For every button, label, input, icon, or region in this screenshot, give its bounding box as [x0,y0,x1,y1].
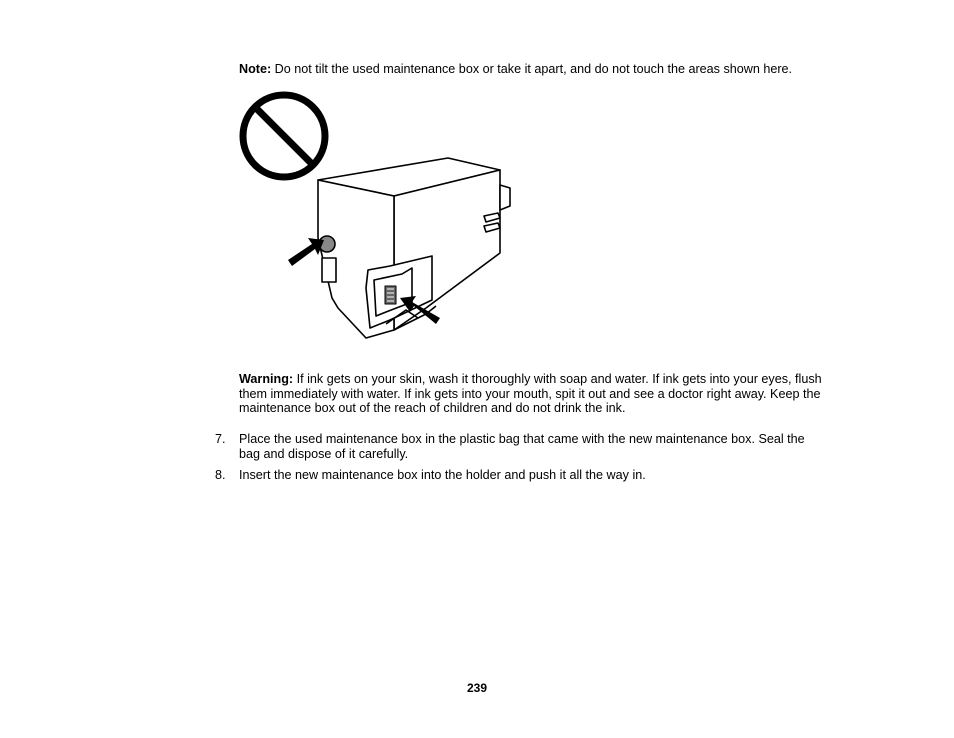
warning-label: Warning: [239,372,294,386]
step-number: 8. [215,468,226,482]
step-number: 7. [215,432,226,446]
note-label: Note: [239,62,272,76]
step-text: Insert the new maintenance box into the holder and push it all the way in. [239,468,646,482]
pointer-arrow-icon [288,238,324,266]
warning-paragraph [239,372,831,416]
list-item [215,432,835,461]
note-text: Do not tilt the used maintenance box or take it apart, and do not touch the areas shown here. [271,62,793,76]
maintenance-box-illustration [236,88,526,343]
prohibition-icon [243,95,325,177]
page-number: 239 [466,681,488,695]
step-text: Place the used maintenance box in the plastic bag that came with the new maintenance box. Seal the bag and dispose of it carefully. [239,432,805,461]
warning-text: If ink gets on your skin, wash it thoroughly with soap and water. If ink gets into your eyes, flush them immediately with water. If ink gets into your mouth, spit it out and see a doctor right away. Keep the maintenance box out of the reach of children and do not drink the ink. [239,372,822,415]
list-item [215,468,835,483]
steps-list [215,432,835,490]
note-paragraph [239,62,839,77]
maintenance-box-drawing [318,158,510,338]
